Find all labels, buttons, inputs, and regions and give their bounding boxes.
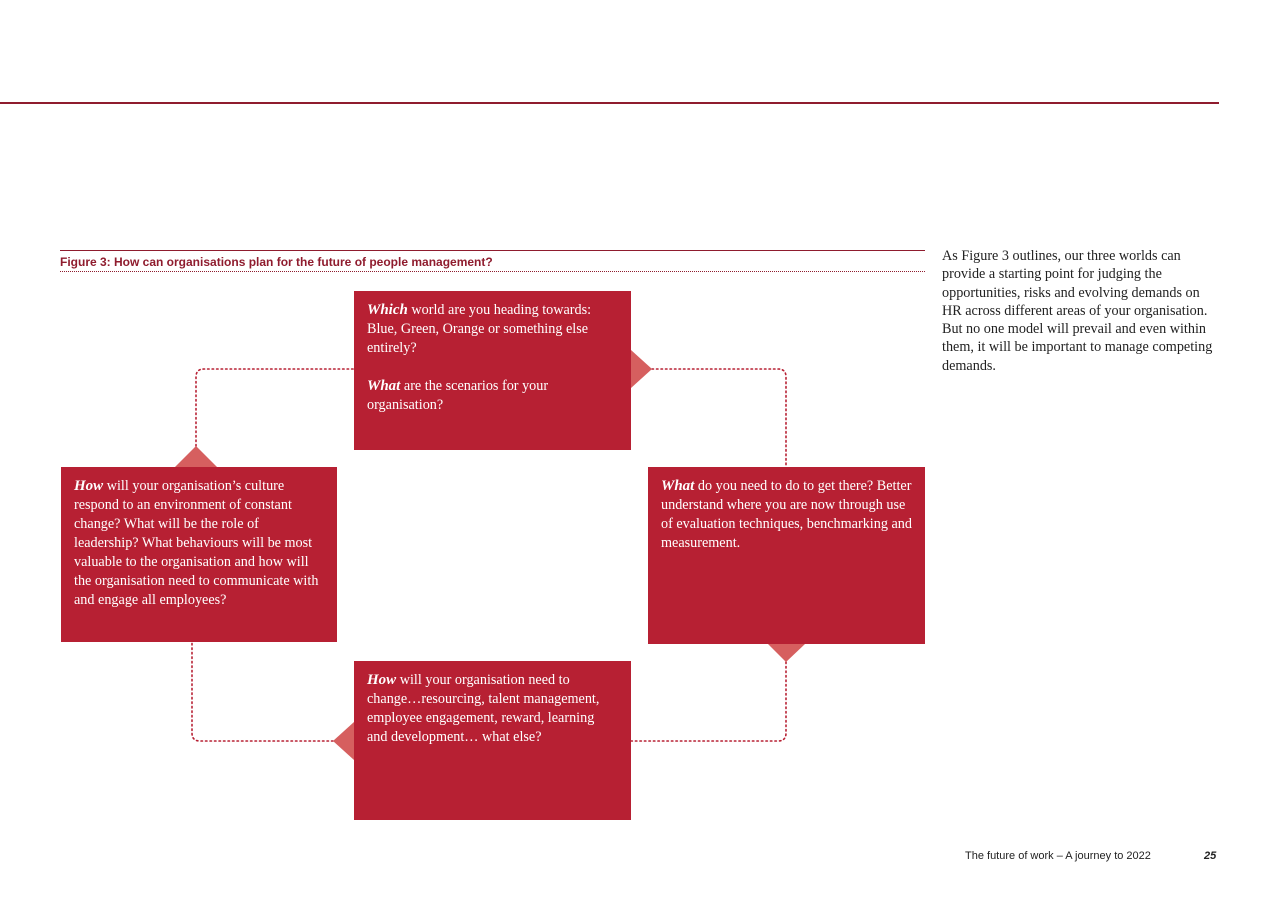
arrow-top-to-right [631,350,652,388]
box-which-world [354,291,631,450]
box-get-there [648,467,925,644]
arrow-right-to-bottom [768,644,805,662]
box-text: world are you heading towards: Blue, Green, Orange or something else entirely? [367,302,592,356]
box-text: do you need to do to get there? Better understand where you are now through use of evaluation techniques, benchmarking and measurement. [661,478,912,551]
box-text: will your organisation’s culture respond to an environment of constant change? What will be the role of leadership? What behaviours will be most valuable to the organisation and how will the organisation need to communicate with and engage all employees? [74,478,319,608]
footer-title: The future of work – A journey to 2022 [965,850,1151,862]
page-number: 25 [1204,850,1217,862]
connector-left-top [196,369,354,446]
box-lead: How [367,672,397,688]
box-text: are the scenarios for your organisation? [367,378,549,413]
box-lead: Which [367,302,408,318]
box-lead: What [367,378,401,394]
box-lead: What [661,478,695,494]
connector-bottom-left [192,642,333,741]
connector-top-right [652,369,786,467]
figure-title: Figure 3: How can organisations plan for the future of people management? [60,255,493,269]
side-paragraph: As Figure 3 outlines, our three worlds can provide a starting point for judging the opportunities, risks and evolving demands on HR across different areas of your organisation. But no one model will prevail and even within them, it will be important to manage competing demands. [942,248,1213,374]
arrow-left-to-top [175,446,217,467]
box-text: will your organisation need to change…resourcing, talent management, employee engagement, reward, learning and development… what else? [367,672,600,745]
connector-right-bottom [631,662,786,741]
arrow-bottom-to-left [333,722,354,760]
box-organisation-change [354,661,631,820]
box-culture [61,467,337,642]
box-lead: How [74,478,104,494]
